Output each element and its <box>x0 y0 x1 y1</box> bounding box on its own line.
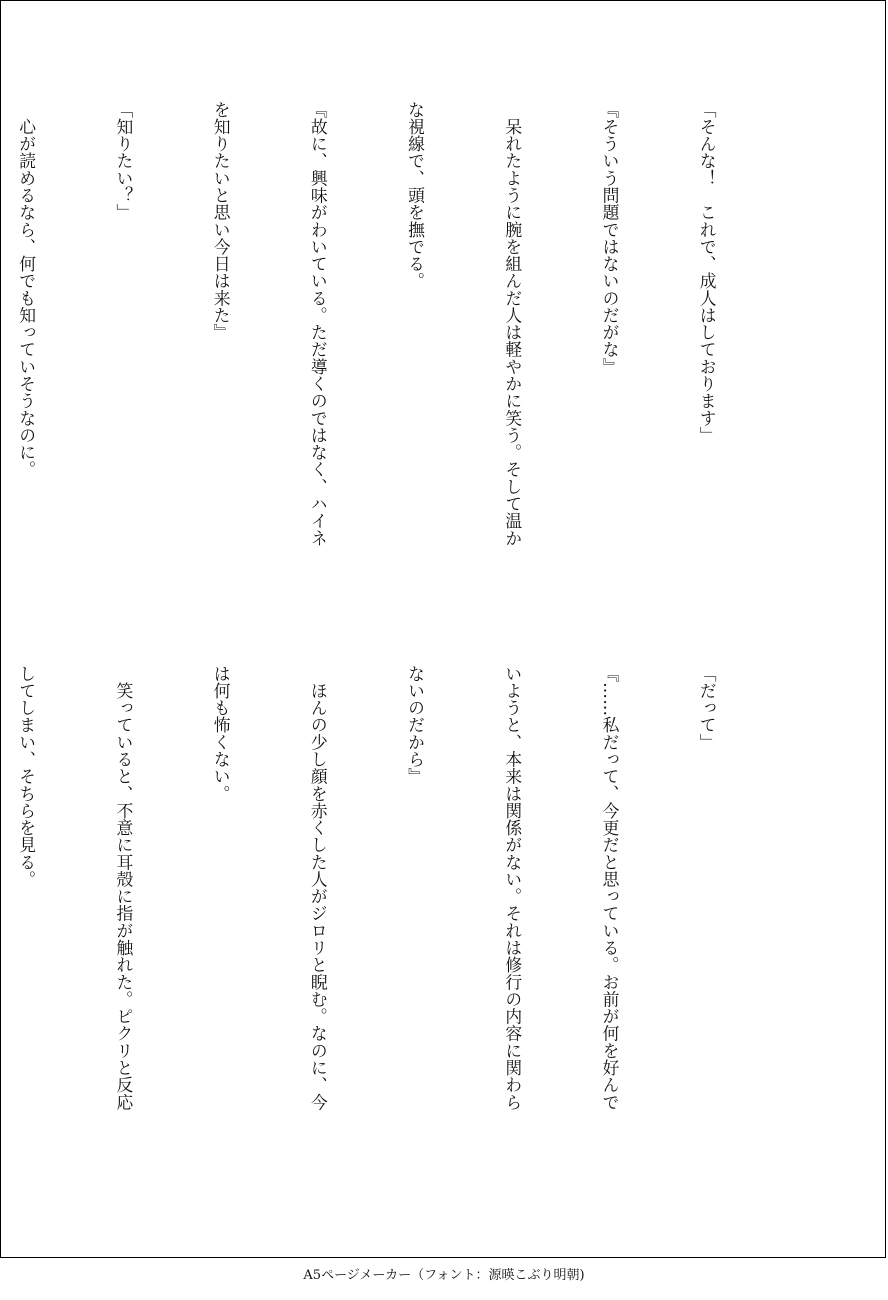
text-line: ないのだから』 <box>405 665 426 785</box>
text-line: 呆れたように腕を組んだ人は軽やかに笑う。そして温か <box>502 101 523 547</box>
text-line: 『故に、興味がわいている。ただ導くのではなく、ハイネ <box>308 101 329 547</box>
text-line: 「そんな！ これで、成人はしております」 <box>697 101 718 444</box>
footer-caption: A5ページメーカー（フォント：源暎こぶり明朝) <box>303 1268 585 1283</box>
text-line: ほんの少し顔を赤くした人がジロリと睨む。なのに、今 <box>308 665 329 1111</box>
text-line: 『……私だって、今更だと思っている。お前が何を好んで <box>599 665 620 1111</box>
text-line: は何も怖くない。 <box>211 665 232 803</box>
text-line: な視線で、頭を撫でる。 <box>405 101 426 290</box>
text-line: いようと、本来は関係がない。それは修行の内容に関わら <box>502 665 523 1111</box>
text-block-top <box>16 101 788 621</box>
text-line: 『そういう問題ではないのだがな』 <box>599 101 620 376</box>
text-line: 心が読めるなら、何でも知っていそうなのに。 <box>16 101 37 479</box>
text-line: 「知りたい？」 <box>113 101 134 221</box>
text-line: 笑っていると、不意に耳殻に指が触れた。ピクリと反応 <box>113 665 134 1111</box>
text-line: を知りたいと思い今日は来た』 <box>211 101 232 341</box>
text-line: してしまい、そちらを見る。 <box>16 665 37 888</box>
text-block-bottom <box>16 665 788 1185</box>
text-line: 「だって」 <box>697 665 718 751</box>
